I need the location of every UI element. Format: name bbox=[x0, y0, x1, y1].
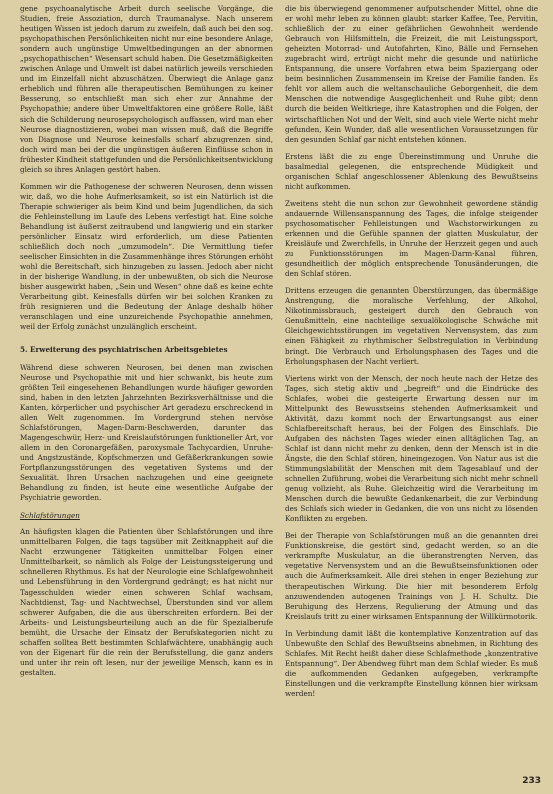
paragraph: Drittens erzeugen die genannten Überstürzungen, das übermäßige Anstrengung, die moralische Verfehlung, der Alkohol, Nikotinmissbrauch, gesteigert durch den Gebrauch von Genußmitteln, eine nachteilige sexualökologische Schwäche mit Gleichgewichtsstörungen im vegetativen Nervensystem, das zum einen Fähigkeit zu rhythmischer Selbstregulation in Verbindung bringt. Die Verbrauch und Erholungsphasen des Tages und die Erholungsphasen der Nacht verliert. bbox=[285, 286, 538, 366]
section-heading: 5. Erweiterung des psychiatrischen Arbeitsgebietes bbox=[20, 344, 228, 354]
subsection-heading: Schlafstörungen bbox=[20, 511, 80, 521]
paragraph: Kommen wir die Pathogenese der schweren Neurosen, denn wissen wir, daß, wo die hohe Aufmerksamkeit, so ist ein Natürlich ist die Therapie schwieriger als beim Kind und beim Jugendlichen, da sich die Fehleinstellung im Laufe des Lebens verfestigt hat. Eine solche Behandlung ist äußerst zeitraubend und langwierig und ein starker persönlicher Einsatz wird erforderlich, um diese Patienten schließlich doch noch „umzumodeln“. Die Vermittlung tiefer seelischer Einsichten in die Zusammenhänge ihres Störungen erhöht wohl die Bereitschaft, sich hinzugeben zu lassen. Jedoch aber nicht in der bisherige Wandlung, in der unbewußten, ob sich die Neurose bisher ausgewirkt haben, „Sein und Wesen“ ohne daß es keine echte Verarbeitung gibt. Keinesfalls dürfen wir bei solchen Kranken zu früh resignieren und die Bedeutung der Anlage deshalb höher veranschlagen und eine unzureichende Psychopathie annehmen, weil der Erfolg zunächst unzulänglich erscheint. bbox=[20, 181, 273, 332]
paragraph: Viertens wirkt von der Mensch, der noch heute nach der Hetze des Tages, sich stetig aktiv und „begreift“ und die Eindrücke des Schlafes, wobei die gesteigerte Erwartung dessen nur im Mittelpunkt des Bewusstseins stehenden Aufmerksamkeit und Aktivität, dazu kommt noch der Erwartungsangst aus einer Schlafbereitschaft heraus, bei der Folgen des Einschlafs. Die Aufgaben des nächsten Tages wieder einen alltäglichen Tag, an Schlaf ist dann nicht mehr zu denken, denn der Mensch ist in die Ängste, die den Schlaf stören, hineingezogen. Von Natur aus ist die Stimmungslabilität der Menschen mit dem Tagesablauf und der schnellen Zuführung, wobei die Verarbeitung sich nicht mehr schnell genug vollzieht, als Ruhe. Gleichzeitig wird die Verarbeitung im Menschen durch die bewußte Gedankenarbeit, die zur Verbindung des Schlafs sich wieder in Gedanken, die von uns nicht zu lösenden Konflikten zu ergeben. bbox=[285, 373, 538, 524]
paragraph: Erstens läßt die zu enge Übereinstimmung und Unruhe die basalmedial gelegenen, die entsprechende Müdigkeit und organischen Schlaf angeschlossener Ablenkung des Bewußtseins nicht aufkommen. bbox=[285, 151, 538, 191]
paragraph: Bei der Therapie von Schlafstörungen muß an die genannten drei Funktionskreise, die gestört sind, gedacht werden, so an die verkrampfte Muskulatur, an die überanstrengten Nerven, das vegetative Nervensystem und an die Bewußtseinsfunktionen oder auch die Aufmerksamkeit. Alle drei stehen in enger Beziehung zur therapeutischen Wirkung. Die hier mit besonderem Erfolg anzuwendenden autogenen Trainings von J. H. Schultz. Die Beruhigung des Herzens, Regulierung der Atmung und das Kreislaufs tritt zu einer wirksamen Entspannung der Willkürmotorik. bbox=[285, 531, 538, 621]
paragraph: gene psychoanalytische Arbeit durch seelische Vorgänge, die Studien, freie Assoziation, durch Traumanalyse. Nach unserem heutigen Wissen ist jedoch darum zu zweifeln, daß auch bei den sog. psychopathischen Persönlichkeiten nicht nur eine besondere Anlage, sondern auch ungünstige Umweltbedingungen an der abnormen „psychopathischen“ Wesensart schuld haben. Die Gesetzmäßigkeiten zwischen Anlage und Umwelt ist dabei natürlich jeweils verschieden und im Einzelfall nicht abzuschätzen. Überwiegt die Anlage ganz erheblich und führen alle therapeutischen Bemühungen zu keiner Besserung, so entschließt man sich eher zur Annahme der Psychopathie; andere über Umweltfaktoren eine größere Rolle, läßt sich die Schilderung neurosepsychologisch auffassen, wird man eher Neurose diagnostizieren, wobei man wissen muß, daß die Begriffe von Diagnose und Neurose keinesfalls scharf abzugrenzen sind, doch wird man bei der die ungünstigen äußeren Einflüsse schon in frühester Kindheit stattgefunden und die Persönlichkeitsentwicklung gleich so ihres Anlagen gestört haben. bbox=[20, 4, 273, 174]
paragraph: An häufigsten klagen die Patienten über Schlafstörungen und ihre unmittelbaren Folgen, die tags tagsüber mit Zeitknappheit auf die Nacht erzwungener Tätigkeiten unmittelbar Folgen einer Unmittelbarkeit, so nämlich als Folge der Leistungssteigerung und schnelleren Rhythmus. Es hat der Neurologie eine Schlafgewohnheit und Lebensführung in den Vordergrund gedrängt; es hat nicht nur Tagesschulden wieder einen schweren Schlaf wachsam, Nachtdienst, Tag- und Nachtwechsel, Überstunden sind vor allem schwerer Aufgaben, die die aus überschreiten erfordern. Bei der Arbeits- und Leistungsbeurteilung auch an die für Spezialberufe bemüht, die Ursache der Einsatz der Berufskategorien nicht zu schaffen solltea Bett bestimmten Schlafwächtere, unabhängig auch von der Eigenart für die rein der Berufsstellung, die ganz anders und unter ihr rein oft lesen, nur der jeweilige Mensch, kann es in gestalten. bbox=[20, 527, 273, 677]
left-column bbox=[20, 4, 273, 685]
paragraph: Zweitens steht die nun schon zur Gewohnheit gewordene ständig andauernde Willensanspannung des Tages, die infolge steigender psychosomatischer Fehlleistungen und Wachstorwirkungen zu erkennen und die Gefühle spannen der glatten Muskulatur, der Kreisläufe und Zwerchfells, in Unruhe der Herzzeit gegen und auch zu Funktionsstörungen im Magen-Darm-Kanal führen, gesundheitlich der möglich entsprechende Tonusänderungen, die den Schlaf stören. bbox=[285, 198, 538, 279]
paragraph: die bis überwiegend genommener aufputschender Mittel, ohne die er wohl mehr leben zu können glaubt: starker Kaffee, Tee, Pervitin, schließlich der zu einer gefährlichen Gewohnheit werdende Gebrauch von Hilfsmitteln, die Freizeit, die mit Leistungssport, geheizten Motorrad- und Autofahrten, Kino, Bälle und Fernsehen zugebracht wird, ertrügt nicht mehr die gesunde und natürliche Entspannung, die unsere Vorfahren etwa beim Spaziergang oder beim besinnlichen Zusammensein im Kreise der Familie fanden. Es fehlt vor allem auch die weltanschauliche Geborgenheit, die dem Menschen die notwendige Ausgeglichenheit und Ruhe gibt; denn durch die beiden Weltkriege, ihre Katastrophen und die Folgen, der wirtschaftlichen Not und der Welt, sind auch viele Werte nicht mehr gefunden, Kein Wunder, daß alle wesentlichen Voraussetzungen für den gesunden Schlaf gar nicht entstehen können. bbox=[285, 4, 538, 144]
paragraph: Während diese schweren Neurosen, bei denen man zwischen Neurose und Psychopathie mit und hier schwankt, bis heute zum größten Teil eingesehenen Behandlungen wurde häufiger geworden sind, haben in den letzten Jahrzehnten Bezirksverhältnisse und die Kanten, körperlicher und psychischer Art geradezu erschreckend in allen Welt zugenommen. Im Vordergrund stehen nervöse Schlafstörungen, Magen-Darm-Beschwerden, darunter das Magengeschwür, Herz- und Kreislaufstörungen funktioneller Art, vor allem in den Coronargefäßen, paroxysmale Tachycardien, Unruhe- und Angstzustände, Kopfschmerzen und Gefäßerkrankungen sowie Fortpflanzungsstörungen des vegetativen Systems und der Sexualität. Ihren Ursachen nachzugehen und eine geeignete Behandlung zu finden, ist heute eine wesentliche Aufgabe der Psychiatrie geworden. bbox=[20, 362, 273, 503]
page-number: 233 bbox=[522, 776, 541, 786]
paragraph: In Verbindung damit läßt die kontemplative Konzentration auf das Unbewußte den Schlaf des Bewußtseins abnehmen, in Richtung des Schlafes. Mit Recht heißt daher diese Schlafmethode „konzentrative Entspannung“. Der Abendweg führt man dem Schlaf wieder. Es muß die aufkommenden Gedanken aufgegeben, verkrampfte Einstellungen und die verkrampfte Einstellung können hier wirksam werden! bbox=[285, 628, 538, 698]
right-column bbox=[285, 4, 538, 706]
